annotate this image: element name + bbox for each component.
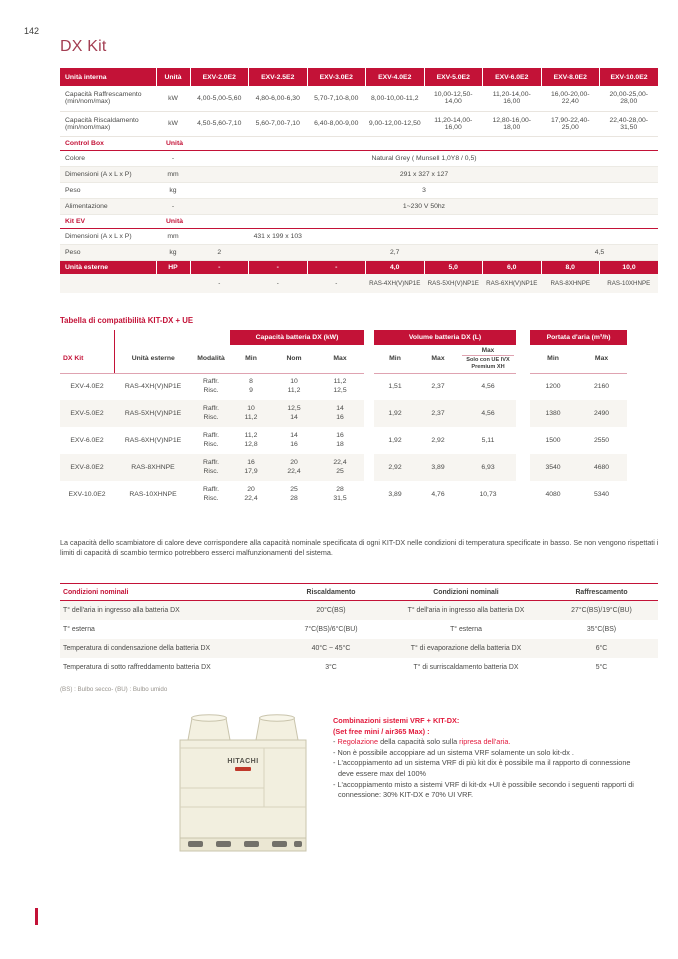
cell: 3	[190, 182, 658, 198]
conditions-row: T° esterna 7°C(BS)/6°C(BU) T° esterna 35°C(BS)	[63, 625, 617, 633]
spec-row-colore	[60, 150, 658, 166]
cap-min: 16 17,9	[230, 454, 272, 481]
section-label: Control Box	[60, 136, 156, 150]
cell: RAS-6XH(V)NP1E	[483, 274, 542, 293]
air-min: 1380	[530, 400, 576, 427]
outdoor-unit-image	[176, 710, 310, 856]
cap-nom: 20 22,4	[272, 454, 316, 481]
cell: 9,00-12,00-12,50	[366, 111, 425, 136]
section-label: Kit EV	[60, 214, 156, 228]
cap-min: 10 11,2	[230, 400, 272, 427]
section-unit: Unità	[156, 214, 190, 228]
row-unit: kW	[156, 111, 190, 136]
cap-max: 28 31,5	[333, 486, 347, 502]
cell: 2,7	[249, 244, 542, 260]
header-cap-max: Max	[316, 345, 364, 373]
row-label: Peso	[60, 244, 156, 260]
conditions-row: Temperatura di condensazione della batteria DX 40°C ~ 45°C T° di evaporazione della batteria DX 6°C	[60, 639, 658, 658]
header-vol-max-solo: Max Solo con UE IVX Premium XH	[460, 345, 516, 373]
compat-group-row	[60, 330, 627, 345]
air-max: 2550	[593, 437, 610, 444]
section-unit: Unità	[156, 136, 190, 150]
row-label: Dimensioni (A x L x P)	[60, 228, 156, 244]
unit-brand-logo	[235, 767, 251, 771]
combo-bullet-4: - L'accoppiamento misto a sistemi VRF di kit-dx +UI è possibile secondo i seguenti rapporti di connessione: 30% KIT-DX e 70% UI VRF.	[333, 779, 634, 800]
row-unit: kW	[156, 86, 190, 111]
air-min: 4080	[545, 491, 561, 498]
spec-header-row	[60, 68, 658, 86]
cell: 17,90-22,40-25,00	[541, 111, 600, 136]
cell: 22,40-28,00-31,50	[600, 111, 659, 136]
compat-row	[60, 373, 627, 400]
header-riscaldamento: Riscaldamento	[275, 584, 387, 601]
header-dx-kit: DX Kit	[60, 345, 114, 373]
header-cap-min: Min	[230, 345, 272, 373]
vol-min: 3,89	[388, 491, 402, 498]
cell: 6,0	[483, 260, 542, 274]
cap-nom: 10 11,2	[287, 378, 301, 394]
spec-model: EXV-2.0E2	[190, 68, 249, 86]
cap-min: 20 22,4	[244, 486, 258, 502]
cell: 2	[190, 244, 249, 260]
spec-model: EXV-4.0E2	[366, 68, 425, 86]
cap-nom: 14 16	[290, 432, 298, 448]
vol-max: 3,89	[416, 454, 460, 481]
cell: -	[307, 260, 366, 274]
spec-row-dimensioni-kitev	[60, 228, 658, 244]
header-unita-esterne: Unità esterne	[114, 345, 192, 373]
air-min: 1200	[545, 383, 561, 391]
header-condizioni-1: Condizioni nominali	[60, 584, 275, 601]
page-number: 142	[24, 26, 40, 36]
cell: 11,20-14,00-16,00	[424, 111, 483, 136]
vol-max: 2,37	[416, 400, 460, 427]
row-unit: -	[156, 150, 190, 166]
spec-section-kit-ev	[60, 214, 658, 228]
row-unit: mm	[156, 166, 190, 182]
conditions-row: T° dell'aria in ingresso alla batteria DX 20°C(BS) T° dell'aria in ingresso alla batteria DX 27°C(BS)/19°C(BU)	[60, 601, 658, 620]
header-cap-nom: Nom	[272, 345, 316, 373]
cell: -	[307, 274, 366, 293]
air-max: 4680	[576, 454, 627, 481]
modalita: Raffr. Risc.	[192, 400, 230, 427]
cell: 431 x 199 x 103	[190, 228, 366, 244]
conditions-table	[60, 583, 658, 677]
row-label: Peso	[60, 182, 156, 198]
cell: RAS-10XHNPE	[600, 274, 659, 293]
unita-esterna: RAS-4XH(V)NP1E	[124, 383, 182, 391]
header-air-max: Max	[576, 345, 627, 373]
header-vol-max: Max	[416, 345, 460, 373]
cell: 8,00-10,00-11,2	[366, 86, 425, 111]
vol-max-solo: 10,73	[479, 491, 497, 498]
combo-bullet-2: - Non è possibile accoppiare ad un sistema VRF solamente un solo kit-dx .	[333, 747, 574, 757]
cell: 5,60-7,00-7,10	[249, 111, 308, 136]
air-max: 5340	[593, 491, 610, 498]
modalita: Raffr. Risc.	[202, 486, 220, 502]
cell: 4,0	[366, 260, 425, 274]
spec-table	[60, 68, 658, 293]
cell: -	[249, 274, 308, 293]
compat-row	[60, 427, 627, 454]
vrf-combinations-block	[333, 716, 635, 801]
row-label: Colore	[60, 150, 156, 166]
cap-nom: 25 28	[290, 486, 298, 502]
compat-header-row	[60, 345, 627, 373]
cell: 4,5	[541, 244, 658, 260]
cell: 10,00-12,50-14,00	[424, 86, 483, 111]
cell: 4,50-5,60-7,10	[190, 111, 249, 136]
modalita: Raffr. Risc.	[202, 378, 220, 394]
cell: 16,00-20,00-22,40	[541, 86, 600, 111]
combo-title-line2: (Set free mini / air365 Max) :	[333, 726, 430, 736]
spec-model: EXV-5.0E2	[424, 68, 483, 86]
dx-kit: EXV-6.0E2	[70, 437, 104, 444]
row-unit: mm	[156, 228, 190, 244]
air-max: 2160	[593, 383, 610, 391]
vol-max-solo: 5,11	[481, 437, 495, 444]
page-title: DX Kit	[60, 38, 107, 55]
conditions-header-row	[60, 584, 658, 601]
spec-row-raffrescamento	[60, 86, 658, 111]
spec-header-unita: Unità	[156, 68, 190, 86]
cap-min: 11,2 12,8	[244, 432, 258, 448]
compat-table-title: Tabella di compatibilità KIT-DX + UE	[60, 316, 194, 325]
row-label: Dimensioni (A x L x P)	[60, 166, 156, 182]
spec-section-control-box	[60, 136, 658, 150]
row-unit: HP	[156, 260, 190, 274]
cell: 20,00-25,00-28,00	[600, 86, 659, 111]
header-modalita: Modalità	[192, 345, 230, 373]
row-unit: kg	[156, 182, 190, 198]
cell: 5,70-7,10-8,00	[307, 86, 366, 111]
dx-kit: EXV-10.0E2	[68, 491, 106, 498]
vol-min: 1,92	[388, 437, 402, 444]
spec-row-riscaldamento	[60, 111, 658, 136]
vol-max: 2,92	[431, 437, 445, 444]
page-edge-marker	[35, 908, 38, 925]
compat-row	[60, 454, 627, 481]
dx-kit: EXV-4.0E2	[70, 383, 104, 391]
compat-row	[60, 400, 627, 427]
combo-bullet-3: - L'accoppiamento ad un sistema VRF di più kit dix è possibile ma il rapporto di connessione deve essere max del 100%	[333, 758, 631, 778]
spec-row-peso-kitev	[60, 244, 658, 260]
dx-kit: EXV-8.0E2	[60, 454, 114, 481]
air-min: 3540	[530, 454, 576, 481]
unita-esterna: RAS-6XH(V)NP1E	[124, 437, 182, 444]
spec-model: EXV-2.5E2	[249, 68, 308, 86]
row-unit: kg	[156, 244, 190, 260]
spec-model: EXV-3.0E2	[307, 68, 366, 86]
vol-max: 2,37	[431, 383, 445, 391]
capacity-note: La capacità dello scambiatore di calore deve corrispondere alla capacità nominale specificata di ogni KIT-DX nelle condizioni di temperatura specificate in basso. Se non vengono rispettati i limiti di capacità di scambio termico potrebbero esserci malfunzionamenti del sistema.	[60, 538, 659, 557]
group-capacita: Capacità batteria DX (kW)	[230, 330, 364, 345]
cell: Natural Grey ( Munsell 1,0Y8 / 0,5)	[190, 150, 658, 166]
cell: 11,20-14,00-16,00	[483, 86, 542, 111]
cell: 4,80-6,00-6,30	[249, 86, 308, 111]
header-vol-min: Min	[374, 345, 416, 373]
cell: 4,00-5,00-5,60	[190, 86, 249, 111]
row-label: Capacità Raffrescamento	[65, 91, 142, 99]
unit-brand-text: HITACHI	[227, 758, 259, 765]
combo-title-line1: Combinazioni sistemi VRF + KIT-DX:	[333, 716, 460, 725]
conditions-row: Temperatura di sotto raffreddamento batteria DX 3°C T° di surriscaldamento batteria DX 5°C	[63, 663, 608, 671]
group-portata: Portata d'aria (m³/h)	[530, 330, 627, 345]
spec-row-unita-esterne	[60, 260, 658, 274]
unita-esterna: RAS-10XHNPE	[129, 491, 177, 498]
row-label: Alimentazione	[60, 198, 156, 214]
vol-min: 1,92	[374, 400, 416, 427]
compat-row	[60, 481, 627, 508]
header-air-min: Min	[530, 345, 576, 373]
combo-bullet-1: - Regolazione della capacità solo sulla ripresa dell'aria.	[333, 737, 511, 747]
cap-max: 22,4 25	[316, 454, 364, 481]
vol-max-solo: 4,56	[460, 400, 516, 427]
cell: -	[190, 274, 249, 293]
bulb-footnote: (BS) : Bulbo secco- (BU) : Bulbo umido	[60, 686, 168, 693]
spec-header-unita-interna: Unità interna	[60, 68, 156, 86]
cell: 10,0	[600, 260, 659, 274]
cell: RAS-5XH(V)NP1E	[424, 274, 483, 293]
cell: 5,0	[424, 260, 483, 274]
row-unit: -	[156, 198, 190, 214]
cell: 1~230 V 50hz	[190, 198, 658, 214]
vol-min: 1,51	[388, 383, 402, 391]
row-label: Capacità Riscaldamento	[65, 116, 139, 124]
spec-row-ras-models	[60, 274, 658, 293]
row-sublabel: (min/nom/max)	[65, 123, 111, 131]
modalita: Raffr. Risc.	[202, 432, 220, 448]
header-raffrescamento: Raffrescamento	[545, 584, 658, 601]
spec-model: EXV-6.0E2	[483, 68, 542, 86]
compat-table	[60, 330, 627, 508]
vol-max-solo: 4,56	[481, 383, 495, 391]
header-condizioni-2: Condizioni nominali	[387, 584, 545, 601]
cap-min: 8 9	[249, 378, 253, 394]
row-sublabel: (min/nom/max)	[65, 98, 111, 106]
spec-row-dimensioni-cb	[60, 166, 658, 182]
cell: 12,80-16,00-18,00	[483, 111, 542, 136]
cell: 8,0	[541, 260, 600, 274]
vol-max-solo: 6,93	[460, 454, 516, 481]
cap-max: 14 16	[316, 400, 364, 427]
spec-row-alimentazione	[60, 198, 658, 214]
cap-max: 11,2 12,5	[333, 378, 347, 394]
modalita: Raffr. Risc.	[192, 454, 230, 481]
dx-kit: EXV-5.0E2	[60, 400, 114, 427]
row-label: Unità esterne	[60, 260, 156, 274]
cell: RAS-4XH(V)NP1E	[366, 274, 425, 293]
spec-model: EXV-8.0E2	[541, 68, 600, 86]
air-max: 2490	[576, 400, 627, 427]
cell: -	[190, 260, 249, 274]
vol-max: 4,76	[431, 491, 445, 498]
cell: 291 x 327 x 127	[190, 166, 658, 182]
cell: -	[249, 260, 308, 274]
cell: 6,40-8,00-9,00	[307, 111, 366, 136]
spec-model: EXV-10.0E2	[600, 68, 659, 86]
group-volume: Volume batteria DX (L)	[374, 330, 516, 345]
cap-nom: 12,5 14	[272, 400, 316, 427]
unita-esterna: RAS-8XHNPE	[114, 454, 192, 481]
unita-esterna: RAS-5XH(V)NP1E	[114, 400, 192, 427]
spec-row-peso-cb	[60, 182, 658, 198]
outdoor-unit-drawing	[176, 710, 310, 856]
cap-max: 16 18	[336, 432, 344, 448]
vol-min: 2,92	[374, 454, 416, 481]
air-min: 1500	[545, 437, 561, 444]
cell: RAS-8XHNPE	[541, 274, 600, 293]
